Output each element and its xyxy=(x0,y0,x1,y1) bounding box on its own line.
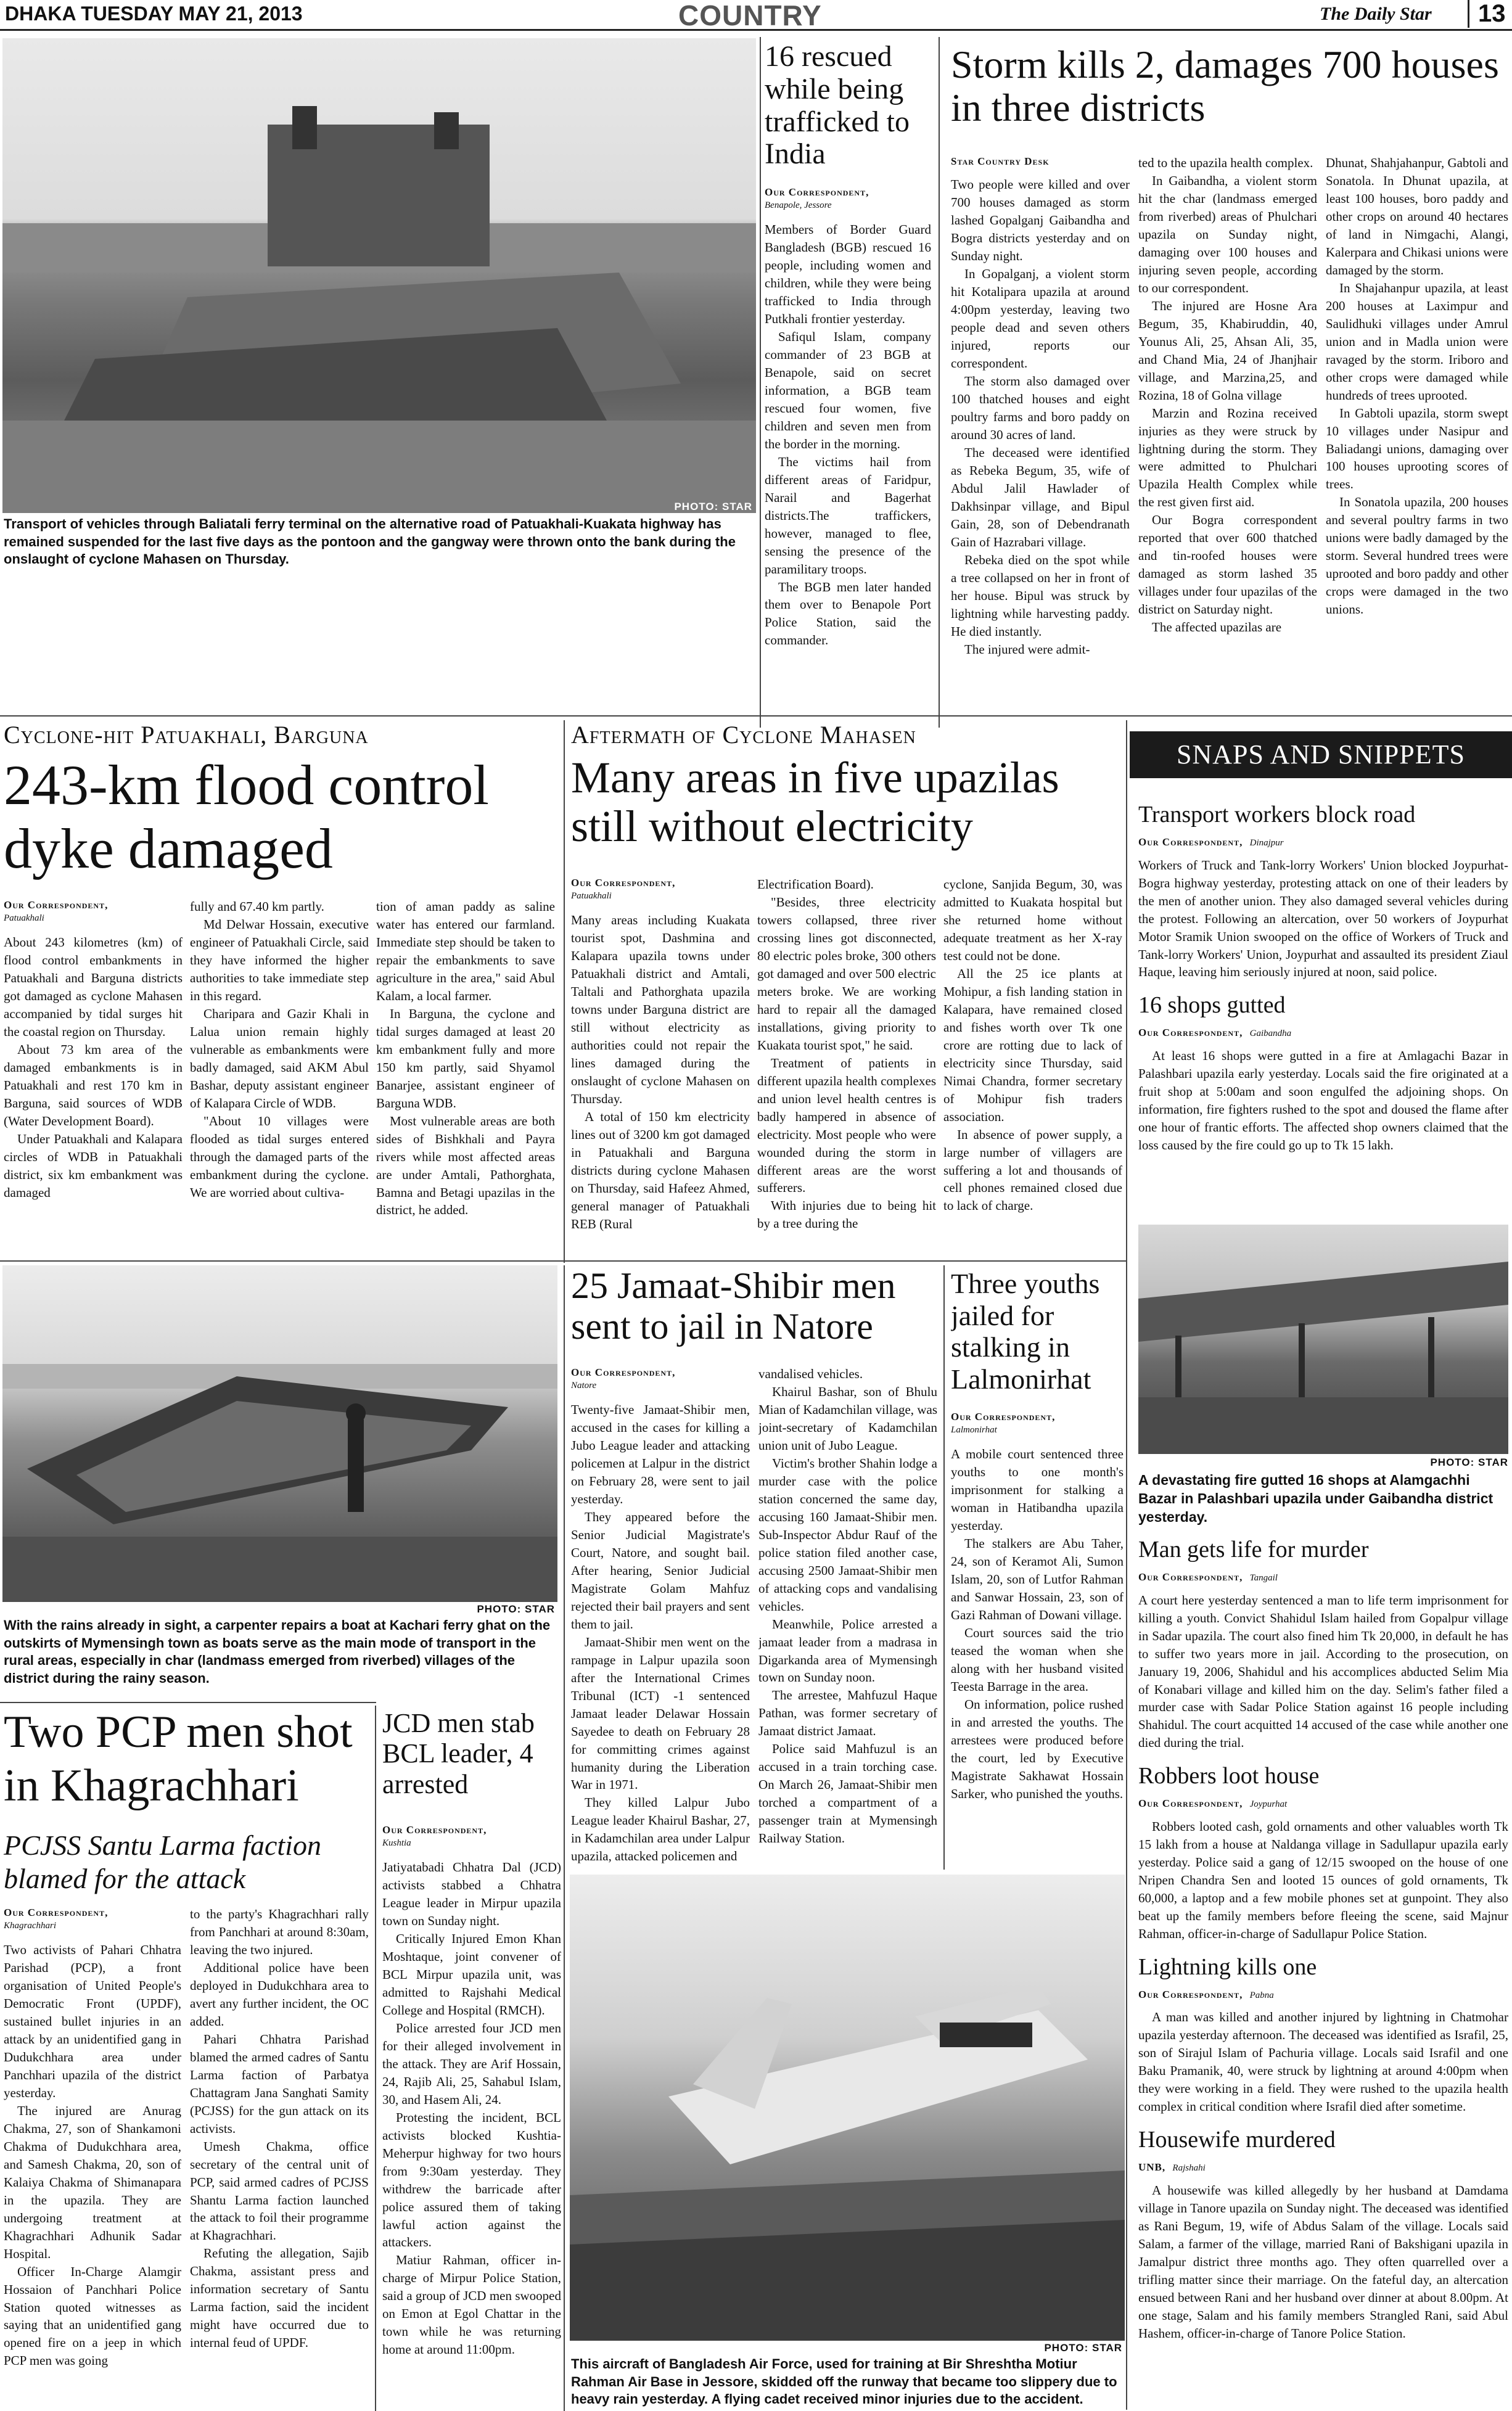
paragraph: vandalised vehicles. xyxy=(758,1366,863,1381)
column-rule xyxy=(943,1265,945,1870)
paragraph: The affected upazilas are xyxy=(1152,620,1282,635)
paragraph: ted to the upazila health complex. xyxy=(1138,155,1313,170)
paragraph: The injured were admit- xyxy=(964,641,1090,657)
snaps-banner: SNAPS AND SNIPPETS xyxy=(1130,731,1512,778)
jcd-article xyxy=(382,1823,561,2411)
dateline: Tangail xyxy=(1249,1572,1278,1583)
snippet-text: A man was killed and another injured by lightning in Chatmohar upazila yesterday afternoon. The deceased was identified as Israfil, 25, son of Sirajul Islam of Pachuria village. Locals said Israfil and one Baku Pramanik, 40, were struck by lightning at around 4:00pm when they were working in a field. They were rushed to the upazila health complex in critical condition where Israfil died after sometime. xyxy=(1138,2010,1508,2114)
section-title: COUNTRY xyxy=(678,0,822,31)
paragraph: "Besides, three electricity towers collapsed, three river crossing lines got disconnected, 80 electric poles broke, 300 others got damaged and over 500 electric meters broke. We are working hard to repair all the damaged installations, giving priority to Kuakata tourist spot," he said. xyxy=(757,894,936,1053)
snippet-text: Robbers looted cash, gold ornaments and other valuables worth Tk 15 lakh from a house at Naldanga village in Sadullapur upazila early yesterday. Police said a gang of 12/15 swooped on the house of one Nripen Chandra Sen and looted 15 ounces of gold ornaments, Tk 60,000, a laptop and a few mobile phones set at gunpoint. They also beat up the family members before fleeing the scene, said Majnur Rahman, officer-in-charge of Sadullapur Police Station. xyxy=(1138,1819,1508,1941)
photo-credit: PHOTO: STAR xyxy=(1430,1456,1508,1468)
paragraph: Md Delwar Hossain, executive engineer of Patuakhali Circle, said they have informed the higher authorities to take immediate step in this regard. xyxy=(190,916,369,1003)
aircraft-photo xyxy=(570,1875,1125,2341)
photo-caption: A devastating fire gutted 16 shops at Alamgachhi Bazar in Palashbari upazila under Gaibandha district yesterday. xyxy=(1138,1472,1494,1525)
stalking-headline: Three youths jailed for stalking in Lalmonirhat xyxy=(951,1268,1100,1395)
paragraph: Jatiyatabadi Chhatra Dal (JCD) activists stabbed a Chhatra League leader in Mirpur upazila town on Sunday night. xyxy=(382,1860,561,1929)
jamaat-col-1 xyxy=(571,1365,750,1871)
snippet-headline: 16 shops gutted xyxy=(1138,992,1286,1019)
byline: Our Correspondent, xyxy=(4,1907,109,1918)
dateline: Benapole, Jessore xyxy=(765,200,832,211)
paragraph: Two people were killed and over 700 houses damaged as storm lashed Gopalganj Gaibandha and Bogra districts yesterday and on Sunday night. xyxy=(951,177,1130,264)
paragraph: About 73 km area of the damaged embankments is in Patuakhali and rest 170 km in Barguna, said sources of WDB (Water Development Board). xyxy=(4,1041,183,1128)
paragraph: Two activists of Pahari Chhatra Parishad (PCP), a front organisation of United People's Democratic Front (UPDF), sustained bullet injuries in an attack by an unidentified gang in Dudukchhara area under Panchhari upazila of the district yesterday. xyxy=(4,1942,181,2100)
byline: Our Correspondent, xyxy=(1138,1797,1243,1810)
paragraph: Khairul Bashar, son of Bhulu Mian of Kadamchilan village, was joint-secretary of Kadamchilan union unit of Jubo League. xyxy=(758,1384,937,1453)
photo-credit: PHOTO: STAR xyxy=(477,1603,555,1615)
section-rule xyxy=(0,1702,376,1703)
column-rule xyxy=(564,1265,565,2411)
dateline: Lalmonirhat xyxy=(951,1425,997,1436)
dyke-headline: 243-km flood control dyke damaged xyxy=(4,754,489,881)
photo-credit: PHOTO: STAR xyxy=(1044,2342,1122,2354)
paper-logo: The Daily Star xyxy=(1320,4,1432,24)
dateline: Gaibandha xyxy=(1249,1029,1292,1039)
byline: Our Correspondent, xyxy=(571,1366,676,1378)
masthead xyxy=(0,0,1512,31)
electricity-headline: Many areas in five upazilas still without electricity xyxy=(571,753,1059,852)
paragraph: In Barguna, the cyclone and tidal surges damaged at least 20 km embankment fully and more 150 km partly, said Shyamol Banarjee, assistant engineer of Barguna WDB. xyxy=(376,1006,555,1111)
paragraph: In absence of power supply, a large number of villagers are suffering a lot and thousands of cell phones remained closed due to lack of charge. xyxy=(943,1127,1122,1214)
dateline: Patuakhali xyxy=(4,913,44,924)
byline: Our Correspondent, xyxy=(765,186,869,198)
storm-col-3 xyxy=(1326,154,1508,728)
photo-caption: Transport of vehicles through Baliatali ferry terminal on the alternative road of Patuakhali-Kuakata highway has remained suspended for the last five days as the pontoon and the gangway were thrown onto the bank during the onslaught of cyclone Mahasen on Thursday. xyxy=(4,516,736,567)
section-rule xyxy=(0,715,1512,717)
paragraph: The victims hail from different areas of Faridpur, Narail and Bagerhat districts.The traffickers, however, managed to flee, sensing the presence of the paramilitary troops. xyxy=(765,454,931,577)
pcp-col-2 xyxy=(190,1905,369,2411)
paragraph: On information, police rushed in and arrested the youths. The arrestees were produced before the court, led by Executive Magistrate Sakhawat Hossain Sarker, who punished the youths. xyxy=(951,1696,1124,1801)
paragraph: They appeared before the Senior Judicial Magistrate's Court, Natore, and sought bail. After hearing, Senior Judicial Magistrate Golam Mahfuz rejected their bail prayers and sent them to jail. xyxy=(571,1509,750,1632)
section-rule xyxy=(0,1260,1126,1262)
storm-headline: Storm kills 2, damages 700 houses in three districts xyxy=(951,43,1499,130)
snippet-headline: Robbers loot house xyxy=(1138,1763,1320,1789)
dyke-col-2 xyxy=(190,898,369,1255)
paragraph: Many areas including Kuakata tourist spot, Dashmina and Kalapara upazila towns under Patuakhali district and Amtali, Taltali and Pathorghata upazila towns under Barguna district are still without electricity as authorities could not repair the lines damaged during the onslaught of cyclone Mahasen on Thursday. xyxy=(571,913,750,1106)
snippet-text: Workers of Truck and Tank-lorry Workers' Union blocked Joypurhat-Bogra highway yesterday, protesting attack on one of their leaders by the men of another union. They also damaged several vehicles during the protest. Following an altercation, over 50 workers of Joypurhat Motor Sramik Union swooped on the office of Workers of Truck and Tank-lorry Workers' Union, Joypurhat and assaulted its president Ziaul Haque, leaving him seriously injured at noon, said police. xyxy=(1138,857,1508,980)
snippet-headline: Transport workers block road xyxy=(1138,802,1416,828)
column-rule xyxy=(375,1706,376,2411)
column-rule xyxy=(939,37,940,728)
ferry-terminal-photo xyxy=(2,38,756,513)
paragraph: Under Patuakhali and Kalapara circles of WDB in Patuakhali district, six km embankment was damaged xyxy=(4,1131,183,1200)
dateline: Joypurhat xyxy=(1249,1799,1288,1810)
paragraph: In Gaibandha, a violent storm hit the char (landmass emerged from riverbed) areas of Phulchari upazila on Sunday night, damaging over 100 houses and injuring seven people, according to our correspondent. xyxy=(1138,173,1317,295)
paragraph: Victim's brother Shahin lodge a murder case with the police station concerned the same day, accusing 160 Jamaat-Shibir men. Sub-Inspector Abdur Rauf of the police station filed another case, accusing 2500 Jamaat-Shibir men of attacking cops and vandalising vehicles. xyxy=(758,1455,937,1614)
snaps-top-items xyxy=(1138,802,1508,1221)
byline: Star Country Desk xyxy=(951,155,1050,167)
paragraph: A mobile court sentenced three youths to one month's imprisonment for stalking a woman in Hatibandha upazila yesterday. xyxy=(951,1447,1124,1534)
paragraph: With injuries due to being hit by a tree during the xyxy=(757,1198,936,1231)
paragraph: Additional police have been deployed in Dudukchhara area to avert any further incident, the OC added. xyxy=(190,1960,369,2029)
paragraph: A total of 150 km electricity lines out of 3200 km got damaged in Patuakhali and Barguna districts during cyclone Mahasen on Thursday, said Hafeez Ahmed, general manager of Patuakhali REB (Rural xyxy=(571,1109,750,1231)
byline: Our Correspondent, xyxy=(1138,1571,1243,1583)
paragraph: to the party's Khagrachhari rally from Panchhari at around 8:30am, leaving the two injured. xyxy=(190,1907,369,1957)
snippet-headline: Man gets life for murder xyxy=(1138,1537,1369,1563)
paragraph: They killed Lalpur Jubo League leader Khairul Bashar, 27, in Kadamchilan area under Lalpur upazila, attacked policemen and xyxy=(571,1795,750,1864)
photo-caption: This aircraft of Bangladesh Air Force, used for training at Bir Shreshtha Motiur Rahman Air Base in Jessore, skidded off the runway that became too slippery due to heavy rain yesterday. A flying cadet received minor injuries due to the accident. xyxy=(571,2356,1117,2407)
paragraph: Police said Mahfuzul is an accused in a train torching case. On March 26, Jamaat-Shibir men torched a compartment of a passenger train at Mymensingh Railway Station. xyxy=(758,1741,937,1846)
page-number: 13 xyxy=(1468,0,1506,28)
paragraph: About 243 kilometres (km) of flood control embankments in Patuakhali and Barguna districts got damaged as cyclone Mahasen accompanied by tidal surges hit the coastal region on Thursday. xyxy=(4,935,183,1039)
rescued-article xyxy=(765,185,931,728)
paragraph: Our Bogra correspondent reported that over 600 thatched and tin-roofed houses were damaged as storm lashed 35 villages under four upazilas of the district on Saturday night. xyxy=(1138,512,1317,617)
byline: Our Correspondent, xyxy=(571,877,676,889)
paragraph: Safiqul Islam, company commander of 23 BGB at Benapole, said on secret information, a BGB team rescued four women, five children and seven men from the border in the morning. xyxy=(765,329,931,451)
paragraph: The deceased were identified as Rebeka Begum, 35, wife of Abdul Jalil Hawlader of Dakhsinpar village, and Bipul Gain, 28, son of Debendranath Gain of Hazrabari village. xyxy=(951,445,1130,549)
jamaat-col-2 xyxy=(758,1365,937,1871)
paragraph: The storm also damaged over 100 thatched houses and eight poultry farms and boro paddy on around 30 acres of land. xyxy=(951,374,1130,443)
column-rule xyxy=(1126,720,1127,2410)
paragraph: Charipara and Gazir Khali in Lalua union remain highly vulnerable as embankments were badly damaged, said AKM Abul Bashar, deputy assistant engineer of Kalapara Circle of WDB. xyxy=(190,1006,369,1111)
snippet-headline: Housewife murdered xyxy=(1138,2127,1336,2153)
paragraph: All the 25 ice plants at Mohipur, a fish landing station in Kalapara, have remained closed and fishes worth over Tk one crore are rotting due to lack of electricity since Thursday, said Nimai Chandra, former secretary of Mohipur fish traders association. xyxy=(943,966,1122,1124)
dateline: Dinajpur xyxy=(1249,837,1284,848)
dateline: Patuakhali xyxy=(571,891,612,902)
byline: Our Correspondent, xyxy=(1138,1988,1243,2000)
paragraph: Umesh Chakma, office secretary of the central unit of PCP, said armed cadres of PCJSS Shantu Larma faction launched the attack to foil their programme at Khagrachhari. xyxy=(190,2138,369,2243)
jcd-headline: JCD men stab BCL leader, 4 arrested xyxy=(382,1708,535,1799)
paragraph: In Sonatola upazila, 200 houses and several poultry farms in two unions were badly damaged by the storm. Several hundred trees were uprooted and boro paddy and other crops were damaged in the two unions. xyxy=(1326,495,1508,617)
dateline: Pabna xyxy=(1249,1990,1274,2000)
paragraph: Pahari Chhatra Parishad blamed the armed cadres of Santu Larma faction of Parbatya Chattagram Jana Sanghati Samity (PCJSS) for the gun attack on its activists. xyxy=(190,2031,369,2136)
paragraph: The BGB men later handed them over to Benapole Port Police Station, said the commander. xyxy=(765,579,931,648)
paragraph: Members of Border Guard Bangladesh (BGB) rescued 16 people, including women and children, while they were being trafficked to India through Putkhali frontier yesterday. xyxy=(765,222,931,326)
snaps-bottom-items xyxy=(1138,1537,1508,2407)
issue-date: DHAKA TUESDAY MAY 21, 2013 xyxy=(5,2,303,25)
paragraph: Court sources said the trio teased the woman when she along with her husband visited Teesta Barrage in the area. xyxy=(951,1625,1124,1694)
paragraph: The arrestee, Mahfuzul Haque Pathan, was former secretary of Jamaat district Jamaat. xyxy=(758,1688,937,1739)
paragraph: The stalkers are Abu Taher, 24, son of Keramot Ali, Sumon Islam, 20, son of Lutfor Rahman and Sanwar Hossain, 23, son of Gazi Rahman of Dowani village. xyxy=(951,1535,1124,1622)
dateline: Khagrachhari xyxy=(4,1921,57,1931)
dateline: Natore xyxy=(571,1381,597,1391)
paragraph: Jamaat-Shibir men went on the rampage in Lalpur upazila soon after the International Crimes Tribunal (ICT) -1 sentenced Jamaat leader Delawar Hossain Sayedee to death on February 28 for committing crimes against humanity during the Liberation War in 1971. xyxy=(571,1634,750,1793)
boat-repair-photo xyxy=(2,1265,557,1602)
byline: Our Correspondent, xyxy=(1138,836,1243,848)
column-rule xyxy=(564,720,565,1263)
electricity-col-1 xyxy=(571,876,750,1258)
paragraph: The injured are Anurag Chakma, 27, son of Shankamoni Chakma of Dudukchhara area, and Samesh Chakma, 20, son of Kalaiya Chakma of Shimanapara in the upazila. They are undergoing treatment at Khagrachhari Adhunik Sadar Hospital. xyxy=(4,2103,181,2261)
paragraph: Twenty-five Jamaat-Shibir men, accused in the cases for killing a Jubo League leader and attacking policemen at Lalpur in the district on February 28, were sent to jail yesterday. xyxy=(571,1402,750,1506)
dyke-kicker: Cyclone-hit Patuakhali, Barguna xyxy=(4,721,369,749)
paragraph: fully and 67.40 km partly. xyxy=(190,899,324,914)
snippet-text: A court here yesterday sentenced a man to life term imprisonment for killing a youth. Convict Shahidul Islam hailed from Gopalpur village in Sadar upazila. The court also fined him Tk 20,000, in default he has to suffer two years more in jail. According to the prosecution, on January 19, 2006, Shahidul and his accomplices abducted Selim Mia of Konabari village and killed him on the day. Selim's father filed a murder case with Sadar Police Station against 16 people including Shahidul. The court acquitted 14 accused of the case while another one died during the trial. xyxy=(1138,1592,1508,1751)
photo-caption: With the rains already in sight, a carpenter repairs a boat at Kachari ferry ghat on the outskirts of Mymensingh town as boats serve as the main mode of transport in the rural areas, especially in char (landmass emerged from riverbed) villages of the district during the rainy season. xyxy=(4,1617,551,1686)
paragraph: Officer In-Charge Alamgir Hossaion of Panchhari Police Station quoted witnesses as saying that an unidentified gang opened fire on a jeep in which PCP men was going xyxy=(4,2264,181,2368)
paragraph: Rebeka died on the spot while a tree collapsed on her in front of her house. Bipul was struck by lightning while harvesting paddy. He died instantly. xyxy=(951,552,1130,639)
paragraph: "About 10 villages were flooded as tidal surges entered through the damaged parts of the embankment during the cyclone. We are worried about cultiva- xyxy=(190,1113,369,1200)
paragraph: In Gabtoli upazila, storm swept 10 villages under Nasipur and Baliadangi unions, damaging over 100 houses uprooting scores of trees. xyxy=(1326,405,1508,492)
dateline: Rajshahi xyxy=(1172,2163,1206,2173)
paragraph: In Shajahanpur upazila, at least 200 houses at Laximpur and Saulidhuki villages under Amrul union and in Madla union were ravaged by the storm. Iriboro and other crops were damaged while hundreds of trees uprooted. xyxy=(1326,280,1508,403)
snippet-text: At least 16 shops were gutted in a fire at Amlagachi Bazar in Palashbari upazila early yesterday. Locals said the fire originated at a fruit shop at 5:00am and soon engulfed the adjoining shops. On information, fire fighters rushed to the spot and doused the flame after one hour of frantic efforts. The affected shop owners claimed that the loss caused by the fire could go up to Tk 15 lakh. xyxy=(1138,1048,1508,1152)
paragraph: Treatment of patients in different upazila health complexes and union level health centres is badly hampered in absence of electricity. Most people who were wounded during the storm in different areas are the worst sufferers. xyxy=(757,1055,936,1196)
paragraph: Protesting the incident, BCL activists blocked Kushtia-Meherpur highway for two hours from 9:30am yesterday. They withdrew the barricade after police assured them of taking lawful action against the attackers. xyxy=(382,2109,561,2250)
byline: Our Correspondent, xyxy=(4,899,109,911)
paragraph: In Gopalganj, a violent storm hit Kotalipara upazila at around 4:00pm yesterday, leaving two people dead and seven others injured, reports our correspondent. xyxy=(951,266,1130,371)
paragraph: Electrification Board). xyxy=(757,877,874,892)
paragraph: Police arrested four JCD men for their alleged involvement in the attack. They are Arif Hossain, 24, Rajib Ali, 25, Sahabul Islam, 30, and Hasem Ali, 24. xyxy=(382,2020,561,2107)
jamaat-headline: 25 Jamaat-Shibir men sent to jail in Natore xyxy=(571,1265,896,1347)
stalking-article xyxy=(951,1410,1124,1870)
pcp-col-1 xyxy=(4,1905,181,2411)
snippet-headline: Lightning kills one xyxy=(1138,1953,1317,1980)
paragraph: Critically Injured Emon Khan Moshtaque, joint convener of BCL Mirpur upazila unit, was admitted to Rajshahi Medical College and Hospital (RMCH). xyxy=(382,1931,561,2018)
fire-shops-photo xyxy=(1138,1225,1508,1454)
byline: UNB, xyxy=(1138,2161,1166,2173)
dyke-col-1 xyxy=(4,898,183,1255)
rescued-headline: 16 rescued while being trafficked to India xyxy=(765,41,910,171)
paragraph: Refuting the allegation, Sajib Chakma, assistant press and information secretary of Santu Larma faction, said the incident might have occurred due to internal feud of UPDF. xyxy=(190,2246,369,2351)
electricity-col-2 xyxy=(757,876,936,1258)
paragraph: Matiur Rahman, officer in-charge of Mirpur Police Station, said a group of JCD men swooped on Emon at Egol Chattar in the town while he was returning home at around 11:00pm. xyxy=(382,2253,561,2357)
paragraph: Most vulnerable areas are both sides of Bishkhali and Payra rivers while most affected areas are under Amtali, Pathorghata, Bamna and Betagi upazilas in the district, he added. xyxy=(376,1113,555,1218)
dateline: Kushtia xyxy=(382,1838,411,1849)
pcp-deck: PCJSS Santu Larma faction blamed for the attack xyxy=(4,1830,321,1895)
dyke-col-3 xyxy=(376,898,555,1255)
pcp-headline: Two PCP men shot in Khagrachhari xyxy=(4,1707,353,1812)
paragraph: tion of aman paddy as saline water has entered our farmland. Immediate step should be taken to repair the embankments to save agriculture in the area," said Abul Kalam, a local farmer. xyxy=(376,899,555,1003)
column-rule xyxy=(760,37,761,728)
storm-col-2 xyxy=(1138,154,1317,728)
electricity-kicker: Aftermath of Cyclone Mahasen xyxy=(571,721,916,749)
paragraph: Meanwhile, Police arrested a jamaat leader from a madrasa in Digarkanda area of Mymensingh town on Sunday noon. xyxy=(758,1616,937,1685)
photo-credit: PHOTO: STAR xyxy=(674,501,752,512)
paragraph: cyclone, Sanjida Begum, 30, was admitted to Kuakata hospital but she returned home without adequate treatment as her X-ray test could not be done. xyxy=(943,877,1122,963)
byline: Our Correspondent, xyxy=(951,1411,1056,1423)
byline: Our Correspondent, xyxy=(1138,1027,1243,1039)
paragraph: Dhunat, Shahjahanpur, Gabtoli and Sonatola. In Dhunat upazila, at least 100 houses, boro paddy and other crops on around 40 hectares of land in Nimgachi, Alangi, Kalerpara and Chikasi unions were damaged by the storm. xyxy=(1326,155,1508,277)
storm-col-1 xyxy=(951,154,1130,728)
paragraph: The injured are Hosne Ara Begum, 35, Khabiruddin, 40, Younus Ali, 25, Ahsan Ali, 35, and Chand Mia, 24 of Jhanjhair village, and Marzina,25, and Rozina, 18 of Golna village xyxy=(1138,298,1317,403)
snippet-text: A housewife was killed allegedly by her husband at Damdama village in Tanore upazila on Sunday night. The deceased was identified as Rani Begum, 19, wife of Abdus Salam of the village. Locals said Salam, a farmer of the village, married Rani of Bakshigani upazila in Jamalpur district three months ago. They often quarrelled over a trifling matter since their marriage. On the fateful day, an altercation ensued between Rani and her husband over dinner at about 8.00pm. At one stage, Salam and his family members Strangled Rani, said Abul Hashem, officer-in-charge of Tanore Police Station. xyxy=(1138,2182,1508,2341)
byline: Our Correspondent, xyxy=(382,1824,487,1836)
paragraph: Marzin and Rozina received injuries as they were struck by lightning during the storm. They were admitted to Phulchari Upazila Health Complex while the rest given first aid. xyxy=(1138,405,1317,510)
electricity-col-3 xyxy=(943,876,1122,1258)
